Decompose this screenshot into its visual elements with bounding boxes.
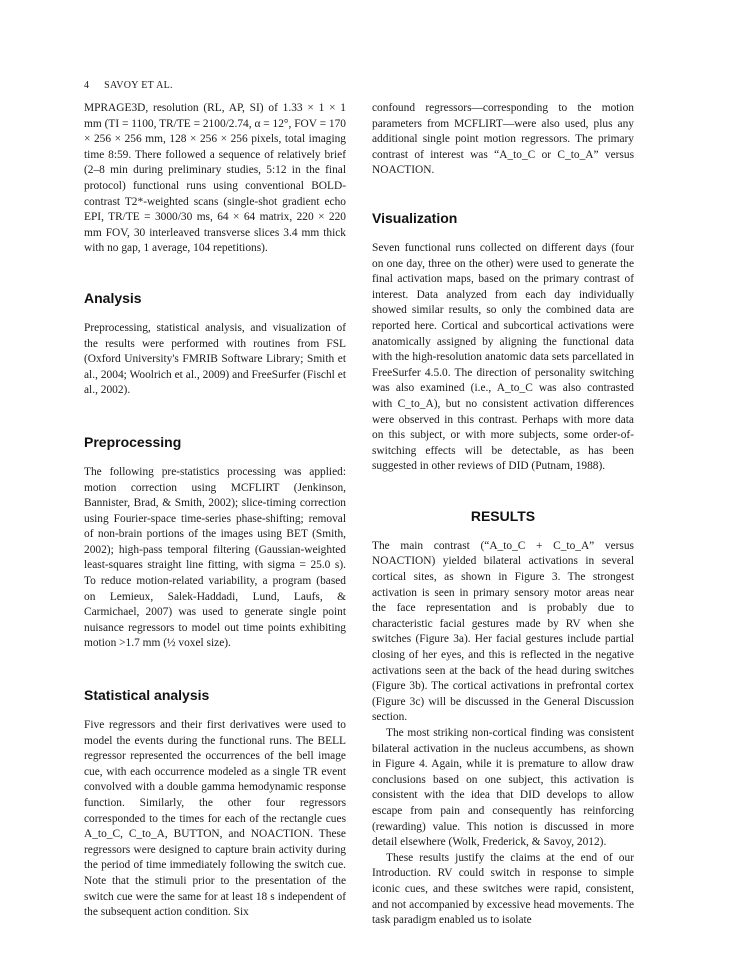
methods-intro-paragraph: MPRAGE3D, resolution (RL, AP, SI) of 1.33 × 1 × 1 mm (TI = 1100, TR/TE = 2100/2.74, α = 12°, FOV = 170 × 256 × 256 mm, 128 × 256 × 256 pixels, total imaging time 8:59. There followed a sequence of relatively brief (2–8 min during preliminary studies, 5:12 in the final protocol) functional runs using conventional BOLD-contrast T2*-weighted scans (single-shot gradient echo EPI, TR/TE = 3000/30 ms, 64 × 64 matrix, 220 × 220 mm FOV, 30 interleaved transverse slices 3.4 mm thick with no gap, 1 average, 104 repetitions). <box>84 102 346 255</box>
statistical-analysis-paragraph: Five regressors and their first derivatives were used to model the events during the functional runs. The BELL regressor represented the occurrences of the bell image cue, with each occurrence modeled as a single TR event convolved with a double gamma hemodynamic response function. Similarly, the other four regressors corresponded to the times for each of the rectangle cues A_to_C, C_to_A, BUTTON, and NOACTION. These regressors were designed to capture brain activity during the period of time immediately following the switch cue. Note that the stimuli prior to the presentation of the switch cue were the same for at least 18 s independent of the subsequent action condition. Six <box>84 719 346 919</box>
analysis-paragraph: Preprocessing, statistical analysis, and visualization of the results were performed with routines from FSL (Oxford University's FMRIB Software Library; Smith et al., 2004; Woolrich et al., 2009) and FreeSurfer (Fischl et al., 2002). <box>84 321 346 397</box>
right-column <box>372 101 634 929</box>
running-title: SAVOY ET AL. <box>104 80 173 91</box>
preprocessing-paragraph: The following pre-statistics processing was applied: motion correction using MCFLIRT (Jenkinson, Bannister, Brad, & Smith, 2002); slice-timing correction using Fourier-space time-series phase-shifting; removal of non-brain portions of the images using BET (Smith, 2002); high-pass temporal filtering (Gaussian-weighted least-squares straight line fitting, with sigma = 25.0 s). To reduce motion-related variability, a program (based on Lemieux, Salek-Haddadi, Lund, Laufs, & Carmichael, 2007) was used to generate single point nuisance regressors to model out time points exhibiting motion >1.7 mm (½ voxel size). <box>84 465 346 650</box>
page-number: 4 <box>84 80 90 91</box>
results-paragraph-3: These results justify the claims at the end of our Introduction. RV could switch in response to simple iconic cues, and these switches were rapid, consistent, and not accompanied by excessive head movements. The task paradigm enabled us to isolate <box>372 851 634 927</box>
preprocessing-heading: Preprocessing <box>84 433 182 450</box>
left-column <box>84 101 346 921</box>
visualization-heading: Visualization <box>372 209 458 226</box>
confound-paragraph: confound regressors—corresponding to the motion parameters from MCFLIRT—were also used, plus any additional single point motion regressors. The primary contrast of interest was “A_to_C or C_to_A” versus NOACTION. <box>372 102 634 177</box>
statistical-analysis-heading: Statistical analysis <box>84 687 210 704</box>
results-paragraph-1: The main contrast (“A_to_C + C_to_A” versus NOACTION) yielded bilateral activations in several cortical sites, as shown in Figure 3. The strongest activation is seen in primary sensory motor areas near the face representation and is probably due to characteristic facial gestures made by RV when she switches (Figure 3a). Her facial gestures include partial closing of her eyes, and this is reflected in the negative activations seen at the back of the head during switches (Figure 3b). The cortical activations in prefrontal cortex (Figure 3c) will be discussed in the General Discussion section. <box>372 539 634 724</box>
analysis-heading: Analysis <box>84 289 142 306</box>
results-paragraph-2: The most striking non-cortical finding was consistent bilateral activation in the nucleus accumbens, as shown in Figure 4. Again, while it is premature to allow draw conclusions based on one subject, this activation is consistent with the idea that DID develops to allow escape from pain and consequently has reinforcing (rewarding) value. This notion is discussed in more detail elsewhere (Wolk, Frederick, & Savoy, 2012). <box>372 727 634 849</box>
visualization-paragraph: Seven functional runs collected on different days (four on one day, three on the other) were used to generate the final activation maps, based on the primary contrast of interest. Data analyzed from each day individually showed similar results, so only the combined data are reported here. Cortical and subcortical activations were anatomically assigned by aligning the functional data with the high-resolution anatomic data sets parcellated in FreeSurfer 4.5.0. The direction of personality switching was also examined (i.e., A_to_C was also contrasted with C_to_A), but no consistent activation differences were observed in this contrast. Perhaps with more data on this subject, or with more subjects, some order-of-switching effects will be detectable, as has been suggested in other reviews of DID (Putnam, 1988). <box>372 241 634 473</box>
results-heading: RESULTS <box>470 507 536 524</box>
running-header <box>84 80 173 91</box>
